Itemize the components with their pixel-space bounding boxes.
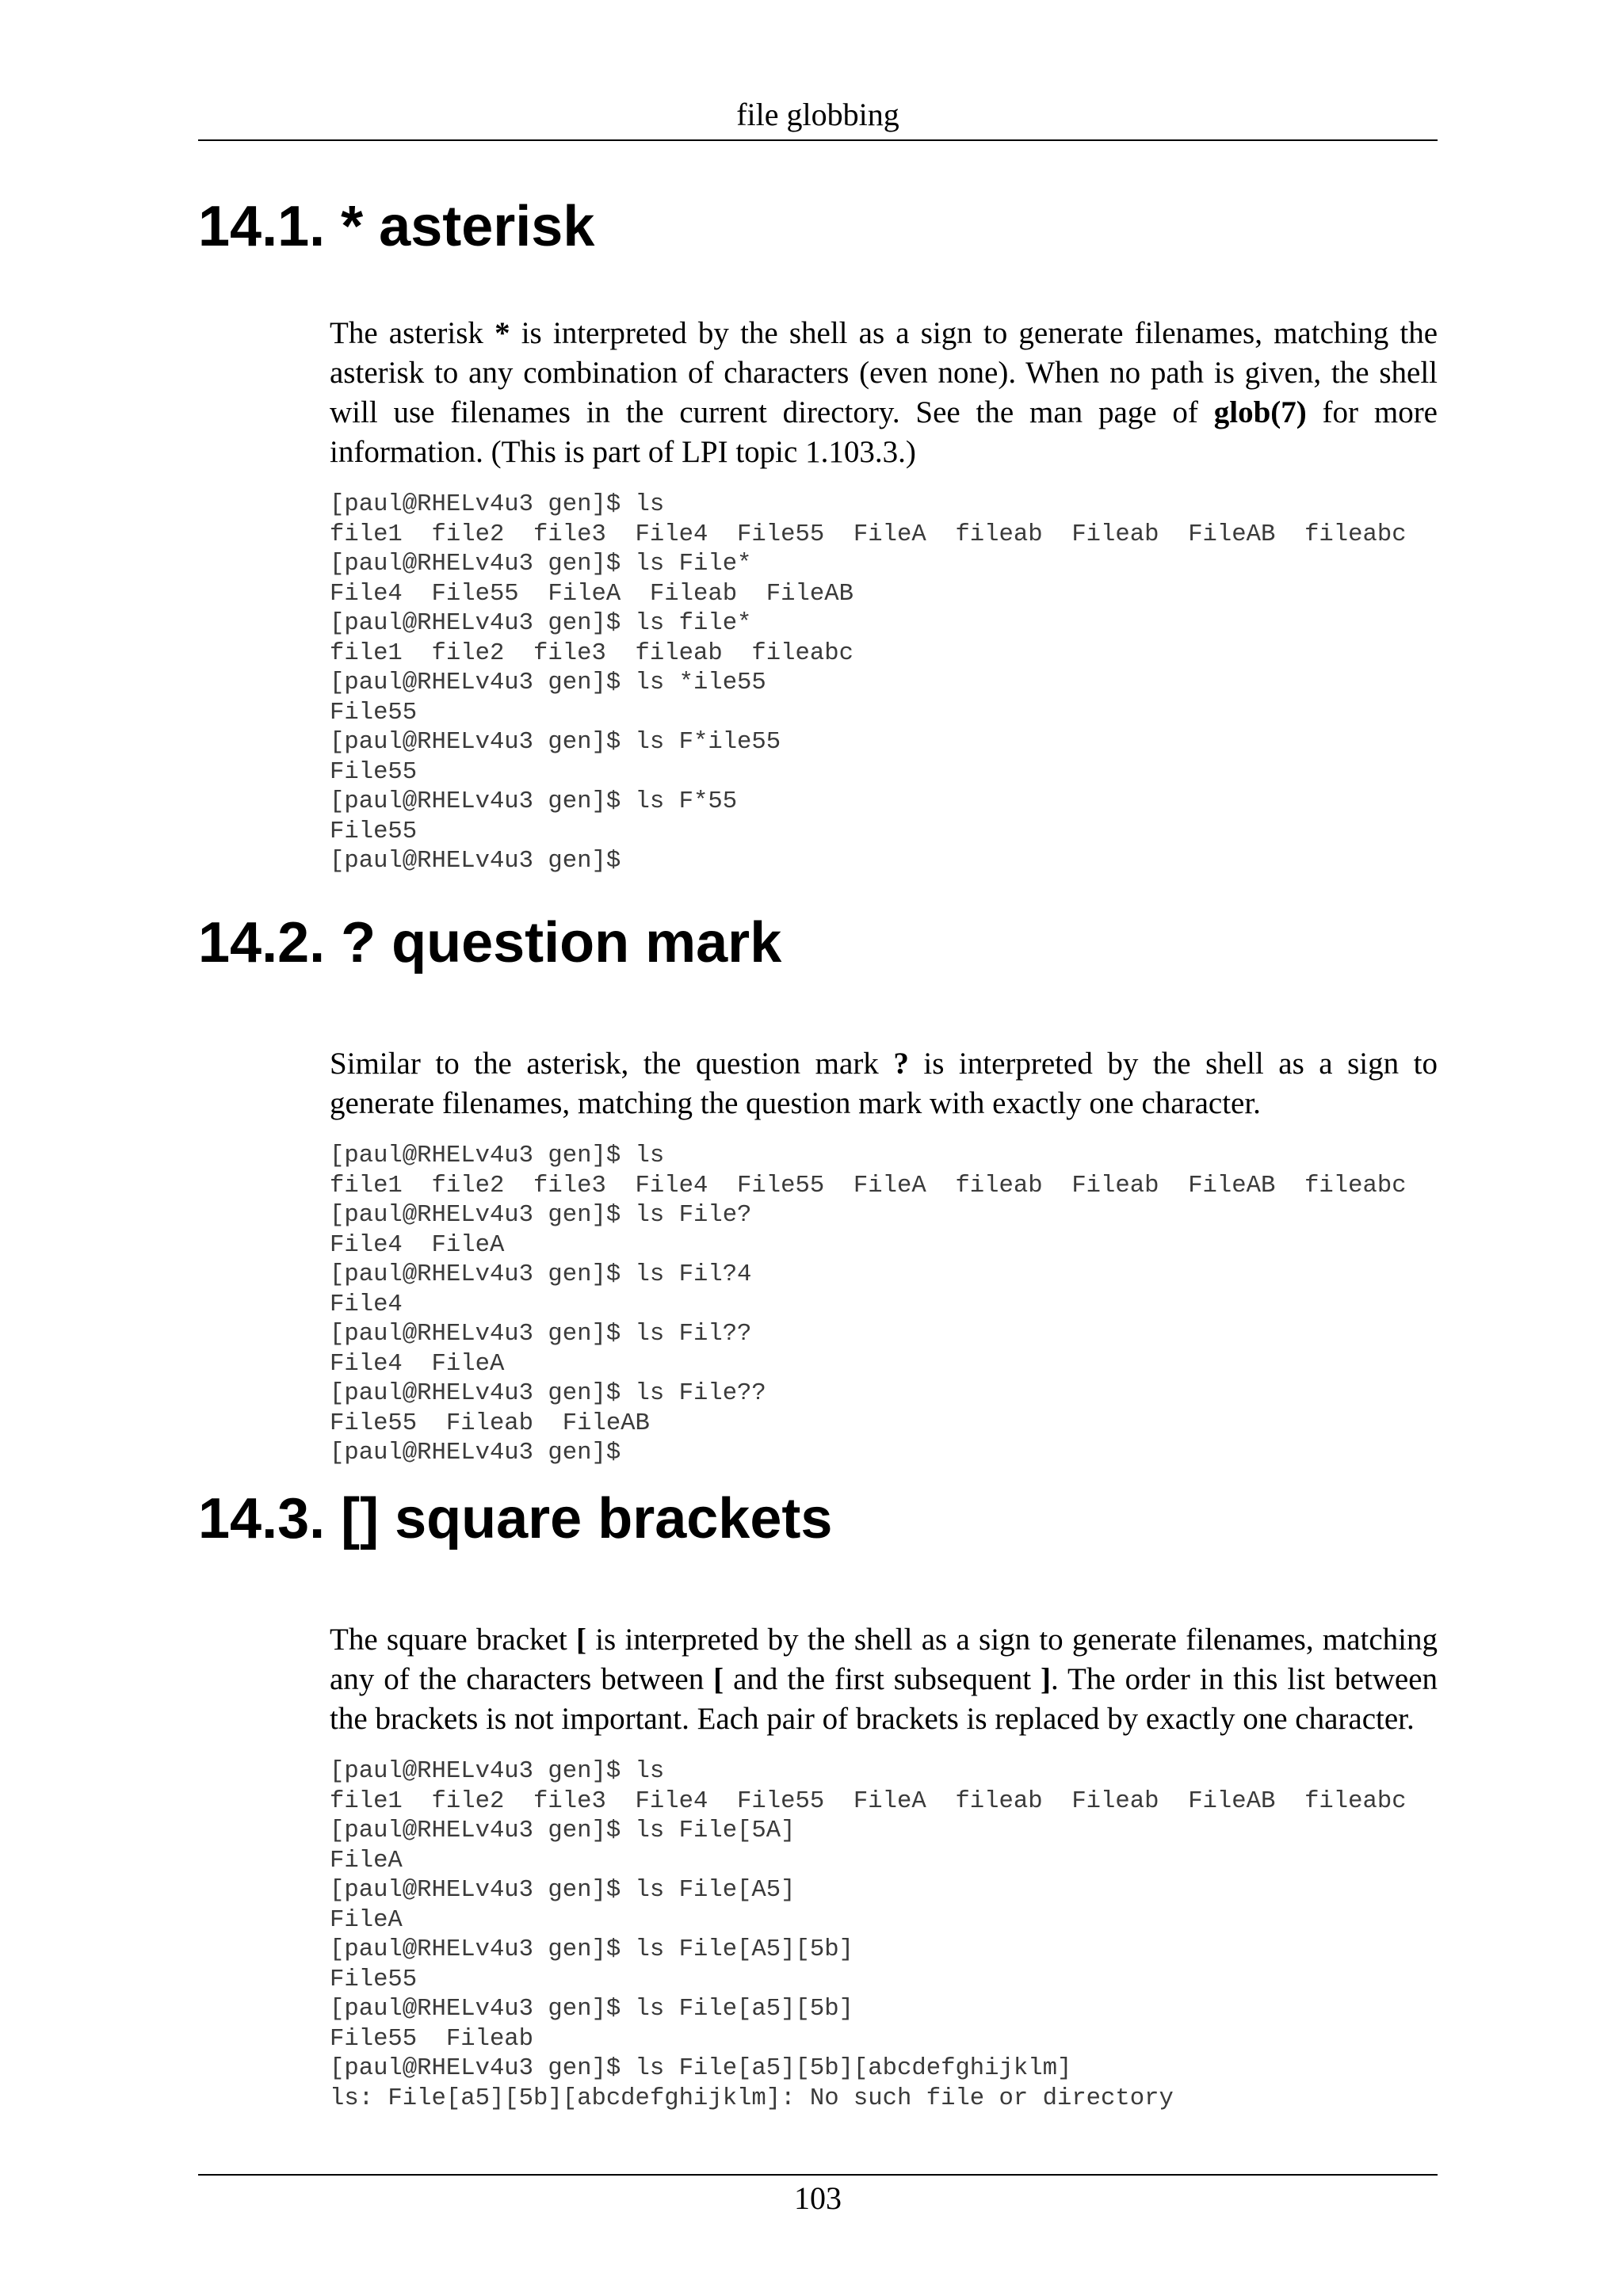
- text-run: is interpreted by the shell as a sign to generate filenames, matching the asterisk to any combination of characters (even none). When no path is given, the shell will use filenames in the current directory. See the man page of: [330, 316, 1438, 429]
- running-title: file globbing: [736, 97, 899, 132]
- code-line: [paul@RHELv4u3 gen]$ ls F*ile55: [330, 729, 781, 756]
- page-number: 103: [794, 2180, 842, 2216]
- emphasis-term: [: [713, 1662, 724, 1696]
- code-line: [paul@RHELv4u3 gen]$: [330, 848, 621, 875]
- code-line: File55 Fileab FileAB: [330, 1409, 650, 1437]
- page-footer: [198, 2174, 1438, 2222]
- page-header: [198, 89, 1438, 141]
- code-line: File4: [330, 1291, 403, 1318]
- code-line: File4 FileA: [330, 1231, 505, 1259]
- code-line: [paul@RHELv4u3 gen]$ ls File[a5][5b][abcdefghijklm]: [330, 2055, 1072, 2082]
- section-asterisk: [198, 189, 1438, 877]
- code-line: [paul@RHELv4u3 gen]$ ls File*: [330, 551, 752, 578]
- code-line: File55: [330, 758, 418, 786]
- text-run: Similar to the asterisk, the question mark: [330, 1047, 894, 1081]
- text-run: is interpreted by the shell as a sign to generate filenames, matching the question mark with exactly one character.: [330, 1047, 1438, 1120]
- code-line: [paul@RHELv4u3 gen]$ ls: [330, 491, 665, 518]
- code-line: [paul@RHELv4u3 gen]$ ls *ile55: [330, 669, 766, 696]
- section-heading: 14.3. [] square brackets: [198, 1487, 833, 1550]
- code-line: [paul@RHELv4u3 gen]$ ls File[A5]: [330, 1877, 796, 1904]
- emphasis-term: [: [575, 1623, 586, 1657]
- text-run: for more information. (This is part of LPI topic 1.103.3.): [330, 395, 1438, 469]
- code-line: file1 file2 file3 File4 File55 FileA fileab Fileab FileAB fileabc: [330, 1172, 1407, 1199]
- section-paragraph: [330, 1044, 1438, 1123]
- code-line: [paul@RHELv4u3 gen]$ ls: [330, 1142, 665, 1169]
- section-paragraph: [330, 314, 1438, 472]
- code-line: [paul@RHELv4u3 gen]$ ls Fil?4: [330, 1261, 752, 1288]
- emphasis-term: glob(7): [1213, 395, 1307, 429]
- code-line: FileA: [330, 1906, 403, 1934]
- code-line: file1 file2 file3 fileab fileabc: [330, 639, 854, 667]
- code-line: file1 file2 file3 File4 File55 FileA fileab Fileab FileAB fileabc: [330, 1787, 1407, 1815]
- section-paragraph: [330, 1620, 1438, 1739]
- text-run: and the first subsequent: [724, 1662, 1041, 1696]
- emphasis-term: ]: [1041, 1662, 1052, 1696]
- text-run: The asterisk: [330, 316, 495, 350]
- section-square-brackets: [198, 1481, 1438, 2114]
- text-run: . The order in this list between the brackets is not important. Each pair of brackets is replaced by exactly one character.: [330, 1662, 1438, 1736]
- code-block: [330, 1757, 1438, 2114]
- code-line: [paul@RHELv4u3 gen]$ ls: [330, 1758, 665, 1785]
- section-heading: 14.1. * asterisk: [198, 195, 595, 258]
- code-line: [paul@RHELv4u3 gen]$ ls File[A5][5b]: [330, 1936, 854, 1963]
- code-line: File4 File55 FileA Fileab FileAB: [330, 580, 854, 608]
- code-line: [paul@RHELv4u3 gen]$: [330, 1440, 621, 1466]
- emphasis-term: ?: [893, 1047, 909, 1081]
- code-block: [330, 490, 1438, 877]
- text-run: is interpreted by the shell as a sign to generate filenames, matching any of the characters between: [330, 1623, 1438, 1696]
- section-heading: 14.2. ? question mark: [198, 911, 782, 974]
- code-line: [paul@RHELv4u3 gen]$ ls File??: [330, 1380, 766, 1407]
- code-line: [paul@RHELv4u3 gen]$ ls Fil??: [330, 1321, 752, 1348]
- code-line: File55: [330, 818, 418, 845]
- code-line: ls: File[a5][5b][abcdefghijklm]: No such file or directory: [330, 2084, 1174, 2112]
- code-line: File55: [330, 1966, 418, 1993]
- code-line: FileA: [330, 1847, 403, 1875]
- code-line: File55 Fileab: [330, 2025, 534, 2053]
- emphasis-term: *: [495, 316, 510, 350]
- code-line: [paul@RHELv4u3 gen]$ ls File?: [330, 1202, 752, 1229]
- code-line: [paul@RHELv4u3 gen]$ ls File[a5][5b]: [330, 1996, 854, 2023]
- section-question-mark: [198, 905, 1438, 1469]
- code-line: [paul@RHELv4u3 gen]$ ls file*: [330, 610, 752, 637]
- code-line: [paul@RHELv4u3 gen]$ ls F*55: [330, 788, 738, 815]
- text-run: The square bracket: [330, 1623, 576, 1657]
- code-line: file1 file2 file3 File4 File55 FileA fileab Fileab FileAB fileabc: [330, 521, 1407, 548]
- code-line: File4 FileA: [330, 1350, 505, 1378]
- code-line: [paul@RHELv4u3 gen]$ ls File[5A]: [330, 1817, 796, 1844]
- code-line: File55: [330, 699, 418, 727]
- code-block: [330, 1142, 1438, 1469]
